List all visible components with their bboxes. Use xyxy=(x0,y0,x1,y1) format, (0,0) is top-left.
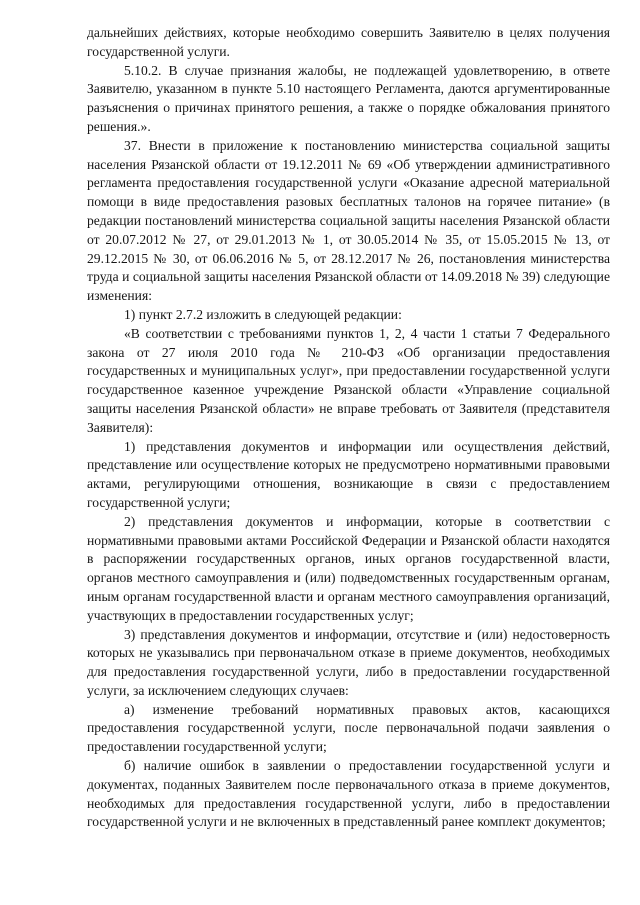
paragraph-5-10-2: 5.10.2. В случае признания жалобы, не подлежащей удовлетворению, в ответе Заявителю, указанном в пункте 5.10 настоящего Регламента, даются аргументированные разъяснения о причинах принятого решения, а также о порядке обжалования принятого решения.». xyxy=(87,62,610,134)
paragraph-item-1: 1) пункт 2.7.2 изложить в следующей редакции: xyxy=(124,306,402,322)
paragraph-37: 37. Внести в приложение к постановлению министерства социальной защиты населения Рязанской области от 19.12.2011 № 69 «Об утверждении административного регламента предоставления государственной услуги «Оказание адресной материальной помощи в виде предоставления разовых бесплатных талонов на горячее питание» (в редакции постановлений министерства социальной защиты населения Рязанской области от 20.07.2012 № 27, от 29.01.2013 № 1, от 30.05.2014 № 35, от 15.05.2015 № 13, от 29.12.2015 № 30, от 06.06.2016 № 5, от 28.12.2017 № 26, постановления министерства труда и социальной защиты населения Рязанской области от 14.09.2018 № 39) следующие изменения: xyxy=(87,137,610,304)
paragraph-quote-intro: «В соответствии с требованиями пунктов 1, 2, 4 части 1 статьи 7 Федерального закона от 27 июля 2010 года № 210-ФЗ «Об организации предоставления государственных и муниципальных услуг», при предоставлении государственной услуги государственное казенное учреждение Рязанской области «Управление социальной защиты населения Рязанской области» не вправе требовать от Заявителя (представителя Заявителя): xyxy=(87,325,610,435)
document-page xyxy=(87,24,610,832)
paragraph-subitem-b: б) наличие ошибок в заявлении о предоставлении государственной услуги и документах, поданных Заявителем после первоначального отказа в приеме документов, необходимых для предоставления государственной услуги, либо в предоставлении государственной услуги и не включенных в представленный ранее комплект документов; xyxy=(87,758,610,830)
paragraph-continuation: дальнейших действиях, которые необходимо совершить Заявителю в целях получения государственной услуги. xyxy=(87,25,610,59)
paragraph-subitem-3: 3) представления документов и информации, отсутствие и (или) недостоверность которых не указывались при первоначальном отказе в приеме документов, необходимых для предоставления государственной услуги, либо в предоставлении государственной услуги, за исключением следующих случаев: xyxy=(87,626,610,698)
paragraph-subitem-1: 1) представления документов и информации или осуществления действий, представление или осуществление которых не предусмотрено нормативными правовыми актами, регулирующими отношения, возникающие в связи с предоставлением государственной услуги; xyxy=(87,438,610,510)
paragraph-subitem-2: 2) представления документов и информации, которые в соответствии с нормативными правовыми актами Российской Федерации и Рязанской области находятся в распоряжении государственных органов, иных органов государственной власти, органов местного самоуправления и (или) подведомственных государственным органам, иным органам государственной власти и органам местного самоуправления организаций, участвующих в предоставлении государственных услуг; xyxy=(87,513,610,623)
paragraph-subitem-a: а) изменение требований нормативных правовых актов, касающихся предоставления государственной услуги, после первоначальной подачи заявления о предоставлении государственной услуги; xyxy=(87,701,610,755)
